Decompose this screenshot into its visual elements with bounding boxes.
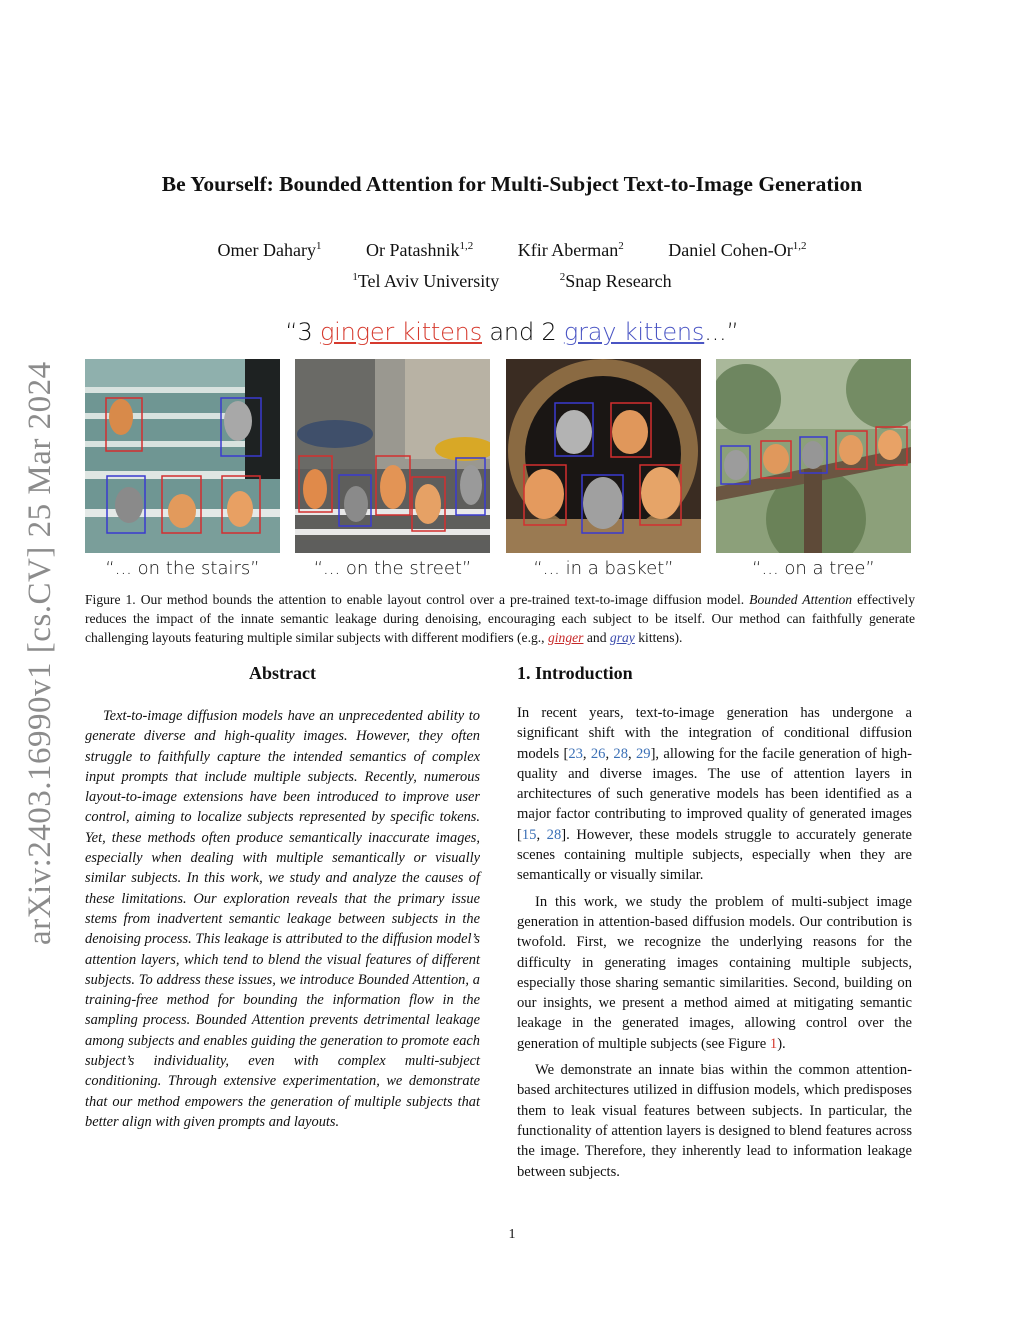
citation-link[interactable]: 23 [568, 745, 583, 762]
author: Kfir Aberman$^2$ [517, 240, 624, 260]
paper-title: Be Yourself: Bounded Attention for Multi-Subject Text-to-Image Generation [161, 172, 863, 196]
figure-image-street [295, 359, 490, 553]
panel-label-tree: “... on a tree” [752, 558, 875, 579]
intro-paragraph: We demonstrate an innate bias within the common attention-based architectures utilized in diffusion models, which predisposes them to leak visual features between subjects. In particular, the functionality of attention layers is designed to blend features across the image. Therefore, they inherently lead to information leakage between subjects. [517, 1062, 912, 1180]
citation-link[interactable]: 15 [521, 826, 537, 843]
author: Omer Dahary$^1$ [217, 240, 322, 260]
author-list [0, 240, 1024, 261]
intro-heading: 1. Introduction [517, 663, 633, 683]
figure-reference-link[interactable]: 1 [769, 1035, 778, 1052]
citation-link[interactable]: 28 [546, 826, 562, 843]
affiliation-list [0, 271, 1024, 292]
abstract-text: Text-to-image diffusion models have an unprecedented ability to generate diverse and high-quality images. However, they often struggle to faithfully capture the intended semantics of complex input prompts that include multiple subjects. Recently, numerous layout-to-image extensions have been introduced to improve user control, aiming to localize subjects represented by specific tokens. Yet, these methods often produce semantically inaccurate images, especially when dealing with multiple semantically or visually similar subjects. In this work, we study and analyze the causes of these limitations. Our exploration reveals that the primary issue stems from inadvertent semantic leakage between subjects in the denoising process. This leakage is attributed to the diffusion model’s attention layers, which tend to blend the visual features of different subjects. To address these issues, we introduce Bounded Attention, a training-free method for bounding the information flow in the sampling process. Bounded Attention prevents detrimental leakage among subjects and enables guiding the generation to promote each subject’s individuality, even with complex multi-subject conditioning. Through extensive experimentation, we demonstrate that our method empowers the generation of multiple subjects that better align with given prompts and layouts. [85, 708, 480, 1130]
abstract-heading: Abstract [249, 663, 316, 683]
intro-text [517, 703, 912, 1188]
figure-image-tree [716, 359, 911, 553]
arxiv-stamp: arXiv:2403.16990v1 [cs.CV] 25 Mar 2024 [22, 361, 58, 945]
citation-link[interactable]: 29 [635, 745, 651, 762]
panel-label-stairs: “... on the stairs” [105, 558, 260, 579]
figure-prompt: “3 ginger kittens and 2 gray kittens...” [285, 318, 739, 346]
panel-label-street: “... on the street” [313, 558, 472, 579]
figure-image-stairs [85, 359, 280, 553]
panel-label-basket: “... in a basket” [533, 558, 674, 579]
figure-caption: Figure 1. Our method bounds the attention to enable layout control over a pre-trained text-to-image diffusion model. Bounded Attention effectively reduces the impact of the innate semantic leakage during denoising, encouraging each subject to be itself. Our method can faithfully generate challenging layouts featuring multiple similar subjects with different modifiers (e.g., ginger and gray kittens). [85, 592, 916, 645]
prompt-ginger-kittens: ginger kittens [319, 318, 482, 346]
affiliation: $^1$Tel Aviv University [352, 271, 500, 291]
intro-paragraph: In this work, we study the problem of multi-subject image generation in attention-based diffusion models. Our contribution is twofold. First, we recognize the underlying reasons for the difficulty in generating images containing multiple subjects, especially those sharing semantic similarities. Second, building on our insights, we present a method aimed at mitigating semantic leakage in the generated images, allowing control over the generation of multiple subjects (see Figure 1). [517, 893, 912, 1052]
citation-link[interactable]: 26 [590, 745, 606, 762]
author: Daniel Cohen-Or$^{1,2}$ [668, 240, 807, 260]
affiliation: $^2$Snap Research [559, 271, 672, 291]
prompt-gray-kittens: gray kittens [563, 318, 705, 346]
figure-image-basket [506, 359, 701, 553]
page-number: 1 [508, 1227, 516, 1242]
citation-link[interactable]: 28 [613, 745, 629, 762]
author: Or Patashnik$^{1,2}$ [366, 240, 474, 260]
intro-paragraph: In recent years, text-to-image generation has undergone a significant shift with the integration of conditional diffusion models [23, 26, 28, 29], allowing for the facile generation of high-quality and diverse images. The use of attention layers in architectures of such generative models has been identified as a major factor contributing to improved quality of generated images [15, 28]. However, these models struggle to accurately generate scenes containing multiple subjects, especially when they are semantically or visually similar. [517, 705, 913, 884]
